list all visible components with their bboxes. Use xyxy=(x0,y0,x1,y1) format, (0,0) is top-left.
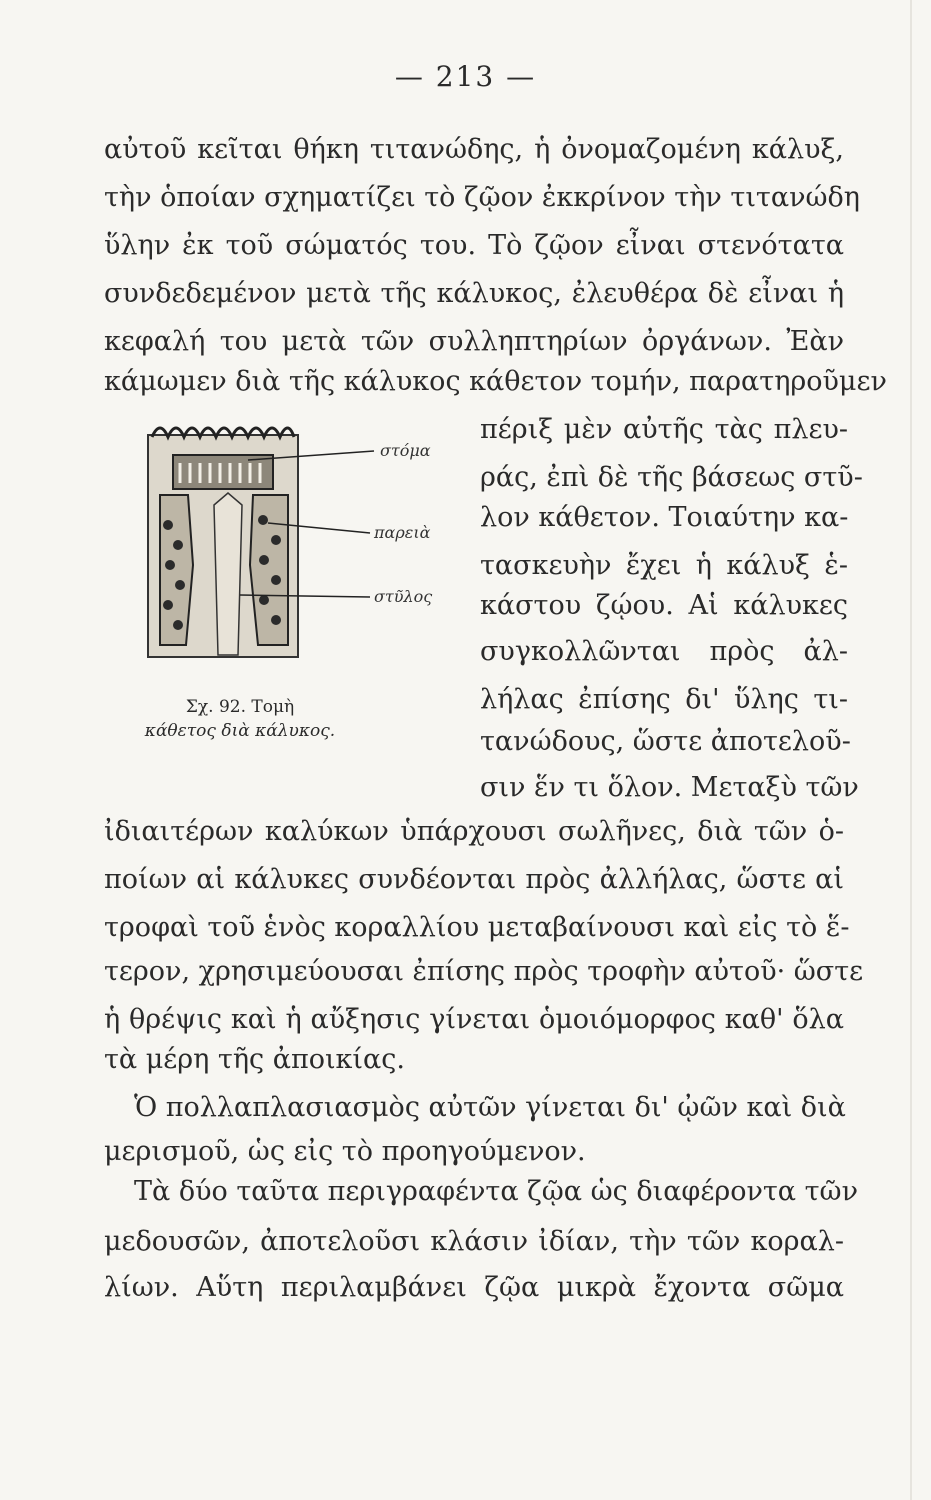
text-line: λήλας ἐπίσης δι' ὕλης τι- xyxy=(480,684,848,715)
text-line: τὰ μέρη τῆς ἀποικίας. xyxy=(104,1044,405,1075)
text-line: ἰδιαιτέρων καλύκων ὑπάρχουσι σωλῆνες, διὰ τῶν ὁ- xyxy=(104,816,844,847)
text-line: τροφαὶ τοῦ ἑνὸς κοραλλίου μεταβαίνουσι καὶ εἰς τὸ ἕ- xyxy=(104,912,850,943)
text-line: Ὁ πολλαπλασιασμὸς αὐτῶν γίνεται δι' ᾠῶν καὶ διὰ xyxy=(134,1092,846,1123)
text-line: Τὰ δύο ταῦτα περιγραφέντα ζῷα ὡς διαφέροντα τῶν xyxy=(134,1176,858,1207)
figure-label-wall: παρειὰ xyxy=(374,523,431,542)
text-line: ποίων αἱ κάλυκες συνδέονται πρὸς ἀλλήλας, ὥστε αἱ xyxy=(104,864,844,895)
text-line: συγκολλῶνται πρὸς ἀλ- xyxy=(480,636,848,667)
text-line: λον κάθετον. Τοιαύτην κα- xyxy=(480,502,849,533)
text-line: κάμωμεν διὰ τῆς κάλυκος κάθετον τομήν, παρατηροῦμεν xyxy=(104,366,887,397)
text-line: σιν ἕν τι ὅλον. Μεταξὺ τῶν xyxy=(480,772,859,803)
text-line: τανώδους, ὥστε ἀποτελοῦ- xyxy=(480,726,851,757)
text-line: ἡ θρέψις καὶ ἡ αὔξησις γίνεται ὁμοιόμορφος καθ' ὅλα xyxy=(104,1004,844,1035)
text-line: κάστου ζῴου. Αἱ κάλυκες xyxy=(480,590,848,621)
figure-label-mouth: στόμα xyxy=(380,441,431,460)
text-line: πέριξ μὲν αὐτῆς τὰς πλευ- xyxy=(480,414,848,445)
figure-caption xyxy=(110,695,370,743)
figure-caption-line: Σχ. 92. Τομὴ xyxy=(185,697,295,717)
text-line: μερισμοῦ, ὡς εἰς τὸ προηγούμενον. xyxy=(104,1136,586,1167)
page-number: — 213 — xyxy=(394,60,537,93)
text-line: τὴν ὁποίαν σχηματίζει τὸ ζῷον ἐκκρίνον τὴν τιτανώδη xyxy=(104,182,860,213)
text-line: αὐτοῦ κεῖται θήκη τιτανώδης, ἡ ὀνομαζομένη κάλυξ, xyxy=(104,134,844,165)
figure-caption-line: κάθετος διὰ κάλυκος. xyxy=(144,721,336,741)
text-line: ὕλην ἐκ τοῦ σώματός του. Τὸ ζῷον εἶναι στενότατα xyxy=(104,230,844,261)
coral-calyx-figure xyxy=(138,415,478,675)
page-fold-shadow xyxy=(910,0,912,1500)
text-line: λίων. Αὕτη περιλαμβάνει ζῷα μικρὰ ἔχοντα σῶμα xyxy=(104,1272,844,1303)
text-line: μεδουσῶν, ἀποτελοῦσι κλάσιν ἰδίαν, τὴν τῶν κοραλ- xyxy=(104,1226,844,1257)
text-line: κεφαλή του μετὰ τῶν συλληπτηρίων ὀργάνων. Ἐὰν xyxy=(104,326,844,357)
text-line: τερον, χρησιμεύουσαι ἐπίσης πρὸς τροφὴν αὐτοῦ· ὥστε xyxy=(104,956,864,987)
text-line: τασκευὴν ἔχει ἡ κάλυξ ἑ- xyxy=(480,550,848,581)
text-line: ράς, ἐπὶ δὲ τῆς βάσεως στῦ- xyxy=(480,462,863,493)
text-line: συνδεδεμένον μετὰ τῆς κάλυκος, ἐλευθέρα δὲ εἶναι ἡ xyxy=(104,278,844,309)
figure-label-column: στῦλος xyxy=(374,587,433,606)
